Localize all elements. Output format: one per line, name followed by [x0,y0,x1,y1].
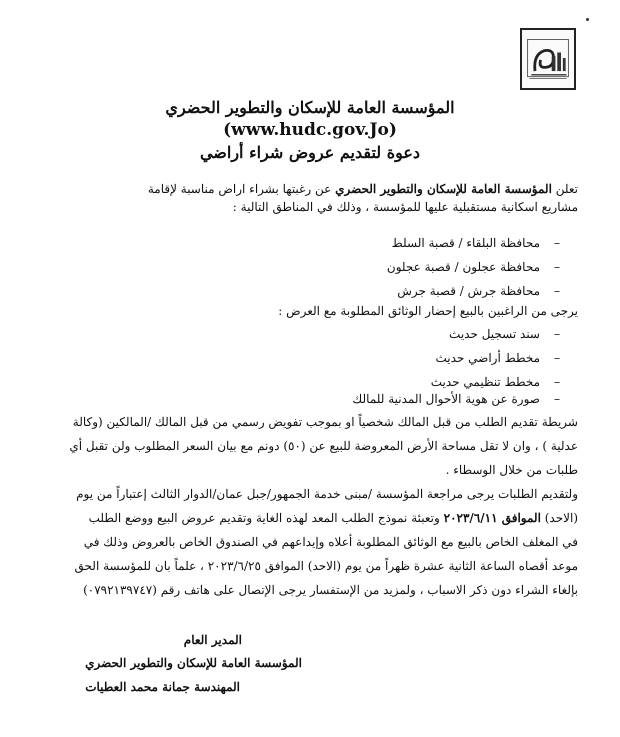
document-item: –مخطط تنظيمي حديث [430,375,560,389]
hudc-logo-icon [520,28,576,90]
intro-paragraph [33,180,578,216]
logo-graphic [522,30,574,88]
intro-org-name: المؤسسة العامة للإسكان والتطوير الحضري [335,182,552,196]
website-link[interactable]: (www.hudc.gov.Jo) [223,120,397,140]
documents-intro: يرجى من الراغبين بالبيع إحضار الوثائق المطلوبة مع العرض : [278,304,578,318]
signature-org: المؤسسة العامة للإسكان والتطوير الحضري [85,656,302,670]
scan-dot [586,18,589,21]
conditions-paragraph: شريطة تقديم الطلب من قبل المالك شخصياً او بموجب تفويض رسمي من قبل المالك /المالكين (وكالة عدلية ) ، وان لا تقل مساحة الأرض المعروضة للبيع عن (٥٠) دونم مع بيان السعر المطلوب ولن تقبل أي طلبات من خلال الوسطاء . [69,415,578,477]
document-item: –مخطط أراضي حديث [435,351,560,365]
document-item: –صورة عن هوية الأحوال المدنية للمالك [352,392,560,406]
region-item: –محافظة جرش / قصبة جرش [397,284,560,298]
org-title: المؤسسة العامة للإسكان والتطوير الحضري [165,98,455,117]
announcement-subtitle: دعوة لتقديم عروض شراء أراضي [199,143,421,162]
contact-line: بإلغاء الشراء دون ذكر الاسباب ، ولمزيد من الإستفسار يرجى الإتصال على هاتف رقم (٠٧٩٢١٣٩٧٤٧) [83,583,578,597]
signature-name: المهندسة جمانة محمد العطيات [85,680,240,694]
intro-line-2: مشاريع اسكانية مستقبلية عليها للمؤسسة ، وذلك في المناطق التالية : [232,200,578,214]
region-item: –محافظة عجلون / قصبة عجلون [386,260,560,274]
signature-role: المدير العام [183,633,242,647]
intro-line-1: تعلن المؤسسة العامة للإسكان والتطوير الحضري عن رغبتها بشراء اراض مناسبة لإقامة [147,182,578,196]
document-item: –سند تسجيل حديث [449,327,560,341]
region-item: –محافظة البلقاء / قصبة السلط [391,236,560,250]
submission-paragraph: ولتقديم الطلبات يرجى مراجعة المؤسسة /مبنى خدمة الجمهور/جبل عمان/الدوار الثالث إعتباراً من يوم (الاحد) الموافق ٢٠٢٣/٦/١١ وتعبئة نموذج الطلب المعد لهذه الغاية وتقديم عروض البيع ووضع الطلب في المغلف الخاص بالبيع مع الوثائق المطلوبة أعلاه وإيداعهم في الصندوق الخاص بالعروض وذلك في موعد أقصاه الساعة الثانية عشرة ظهراً من يوم (الاحد) الموافق ٢٠٢٣/٦/٢٥ ، علماً بان للمؤسسة الحق بإلغاء الشراء دون ذكر الاسباب ، ولمزيد من الإستفسار يرجى الإتصال على هاتف رقم (٠٧٩٢١٣٩٧٤٧) [33,482,578,602]
start-date: الموافق ٢٠٢٣/٦/١١ [443,511,541,525]
